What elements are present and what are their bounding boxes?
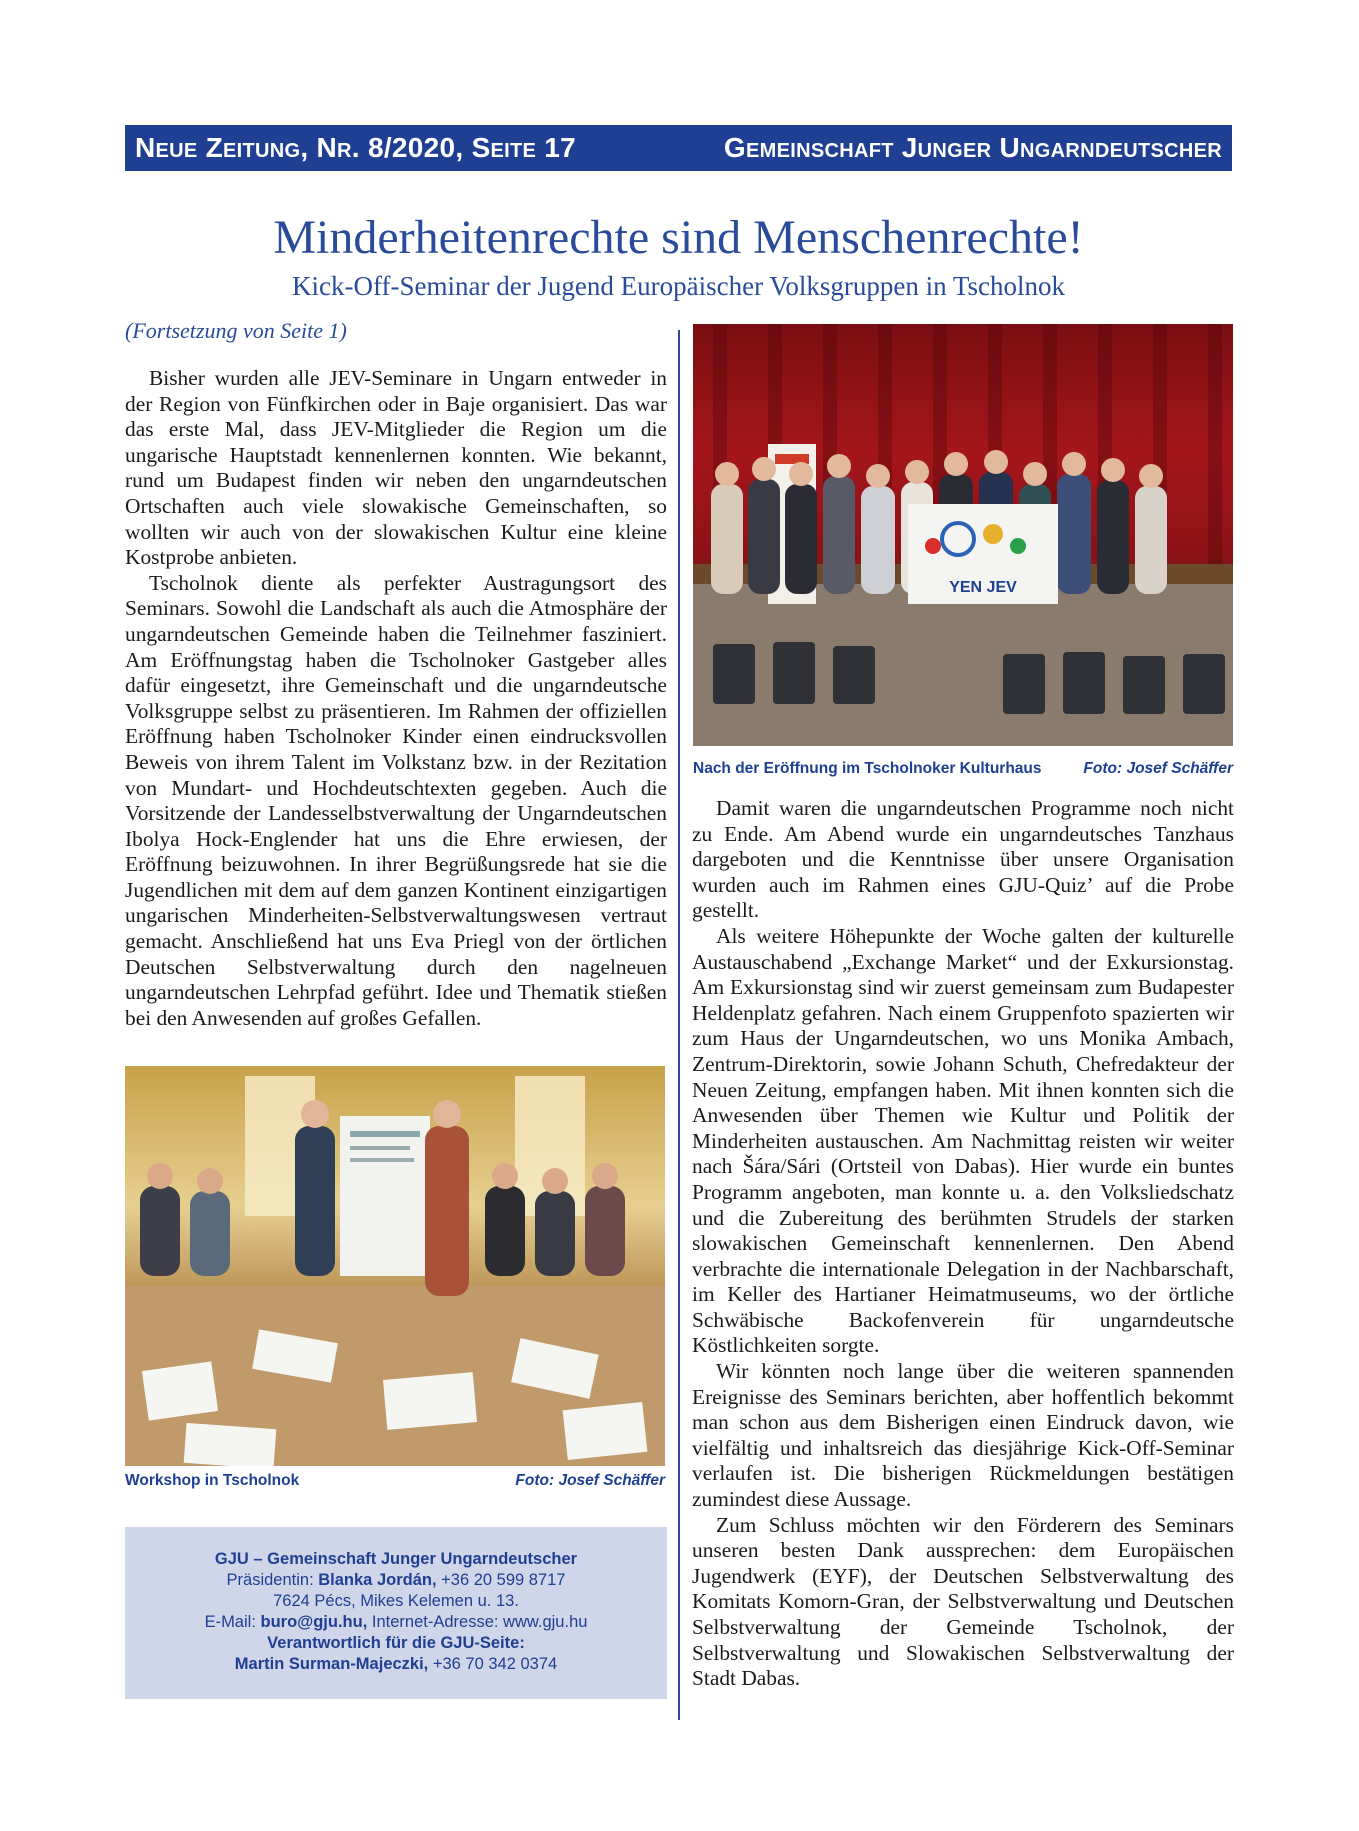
article-title: Minderheitenrechte sind Menschenrechte! [273, 211, 1084, 264]
header-section: Gemeinschaft Junger Ungarndeutscher [723, 132, 1222, 163]
caption-credit: Foto: Josef Schäffer [1083, 760, 1233, 777]
contact-line [125, 1612, 667, 1633]
email-label: E-Mail: [204, 1613, 261, 1631]
paragraph: Als weitere Höhepunkte der Woche galten der kulturelle Austauschabend „Exchange Market“ und der Exkursionstag. Am Exkursionstag sind wir zuerst gemeinsam zum Budapester Heldenplatz gefahren. Nach einem Gruppenfoto spazierten wir zum Haus der Ungarndeutschen, wo uns Monika Ambach, Zentrum-Direktorin, sowie Johann Schuth, Chefredakteur der Neuen Zeitung, empfangen haben. Mit ihnen konnten sich die Anwesenden über Themen wie Kultur und Politik der Minderheiten austauschen. Am Nachmittag reisten wir weiter nach Šára/Sári (Ortsteil von Dabas). Hier wurde ein buntes Programm angeboten, man konnte u. a. den Volksliedschatz und die Zubereitung des berühmten Strudels der starken slowakischen Gemeinschaft kennenlernen. Den Abend verbrachte die internationale Delegation in der Nachbarschaft, im Keller des Hartianer Heimatmuseums, wo der örtliche Schwäbische Backofenverein für ungarndeutsche Köstlichkeiten sorgte. [692, 923, 1234, 1358]
caption-credit: Foto: Josef Schäffer [515, 1472, 665, 1489]
group-photo-illustration [693, 324, 1233, 746]
right-column [692, 796, 1234, 1692]
photo-group-stage [693, 324, 1233, 746]
responsible-label: Verantwortlich für die GJU-Seite: [267, 1634, 525, 1652]
org-name: GJU – Gemeinschaft Junger Ungarndeutscher [214, 1550, 578, 1568]
paragraph: Tscholnok diente als perfekter Austragungsort des Seminars. Sowohl die Landschaft als auch die Atmosphäre der ungarndeutschen Gemeinde haben die Teilnehmer fasziniert. Am Eröffnungstag haben die Tscholnoker Gastgeber alles dafür eingesetzt, ihre Gemeinschaft und die ungarndeutsche Volksgruppe selbst zu präsentieren. Im Rahmen der offiziellen Eröffnung haben Tscholnoker Kinder einen eindrucksvollen Beweis von ihrem Talent im Volkstanz bzw. in der Rezitation von Mundart- und Hochdeutschtexten gegeben. Auch die Vorsitzende der Landesselbstverwaltung der Ungarndeutschen Ibolya Hock-Englender hat uns die Ehre erwiesen, der Eröffnung beizuwohnen. In ihrer Begrüßungsrede hat sie die Jugendlichen mit dem auf dem ganzen Kontinent einzigartigen ungarischen Minderheiten-Selbstverwaltungswesen vertraut gemacht. Anschließend hat uns Eva Priegl von der örtlichen Deutschen Selbstverwaltung durch den nagelneuen ungarndeutschen Lehrpfad geführt. Idee und Thematik stießen bei den Anwesenden auf großes Gefallen. [125, 570, 667, 1030]
continuation-note: (Fortsetzung von Seite 1) [125, 318, 347, 343]
paragraph: Zum Schluss möchten wir den Förderern des Seminars unseren besten Dank aussprechen: dem Europäischen Jugendwerk (EYF), der Deutschen Selbstverwaltung des Komitats Komorn-Gran, der Selbstverwaltung und Deutschen Selbstverwaltung der Gemeinde Tscholnok, der Selbstverwaltung und Slowakischen Selbstverwaltung der Stadt Dabas. [692, 1512, 1234, 1691]
caption-text: Nach der Eröffnung im Tscholnoker Kulturhaus [693, 760, 1042, 777]
photo-workshop [125, 1066, 665, 1466]
column-divider [678, 330, 680, 1720]
address-line: 7624 Pécs, Mikes Kelemen u. 13. [273, 1592, 519, 1610]
responsible-line [125, 1654, 667, 1675]
paragraph: Wir könnten noch lange über die weiteren spannenden Ereignisse des Seminars berichten, aber hoffentlich bekommt man schon aus dem Bisherigen einen Eindruck davon, wie vielfältig und inhaltsreich das diesjährige Kick-Off-Seminar verlaufen ist. Die bisherigen Rückmeldungen bestätigen zumindest diese Aussage. [692, 1359, 1234, 1512]
contact-infobox [125, 1527, 667, 1699]
president-label: Präsidentin: [226, 1571, 319, 1589]
left-column [125, 366, 667, 1031]
responsible-phone: +36 70 342 0374 [428, 1655, 558, 1673]
web-label: Internet-Adresse: [367, 1613, 504, 1631]
header-issue: Neue Zeitung, Nr. 8/2020, Seite 17 [135, 132, 577, 163]
flag-text: YEN JEV [949, 579, 1017, 596]
president-name: Blanka Jordán, [318, 1571, 437, 1589]
flipchart [340, 1116, 430, 1276]
president-line [125, 1570, 667, 1591]
photo-caption-bottom [125, 1472, 665, 1490]
caption-text: Workshop in Tscholnok [125, 1472, 300, 1489]
page-header [125, 125, 1232, 171]
photo-caption-top [693, 760, 1233, 778]
article-subtitle: Kick-Off-Seminar der Jugend Europäischer Volksgruppen in Tscholnok [292, 271, 1065, 301]
responsible-name: Martin Surman-Majeczki, [234, 1655, 429, 1673]
workshop-photo-illustration [125, 1066, 665, 1466]
paragraph: Damit waren die ungarndeutschen Programme noch nicht zu Ende. Am Abend wurde ein ungarndeutsches Tanzhaus dargeboten und die Kenntnisse über unsere Organisation wurden auch im Rahmen eines GJU-Quiz’ auf die Probe gestellt. [692, 796, 1234, 923]
paragraph: Bisher wurden alle JEV-Seminare in Ungarn entweder in der Region von Fünfkirchen oder in Baje organisiert. Das war das erste Mal, dass JEV-Mitglieder die Region um die ungarische Hauptstadt kennenlernen konnten. Wie bekannt, rund um Budapest finden wir neben den ungarndeutschen Ortschaften auch viele slowakische Gemeinschaften, so wollten wir auch von der slowakischen Kultur eine kleine Kostprobe anbieten. [125, 366, 667, 570]
web-link[interactable]: www.gju.hu [503, 1613, 588, 1631]
president-phone: +36 20 599 8717 [436, 1571, 566, 1589]
email-link[interactable]: buro@gju.hu, [260, 1613, 368, 1631]
